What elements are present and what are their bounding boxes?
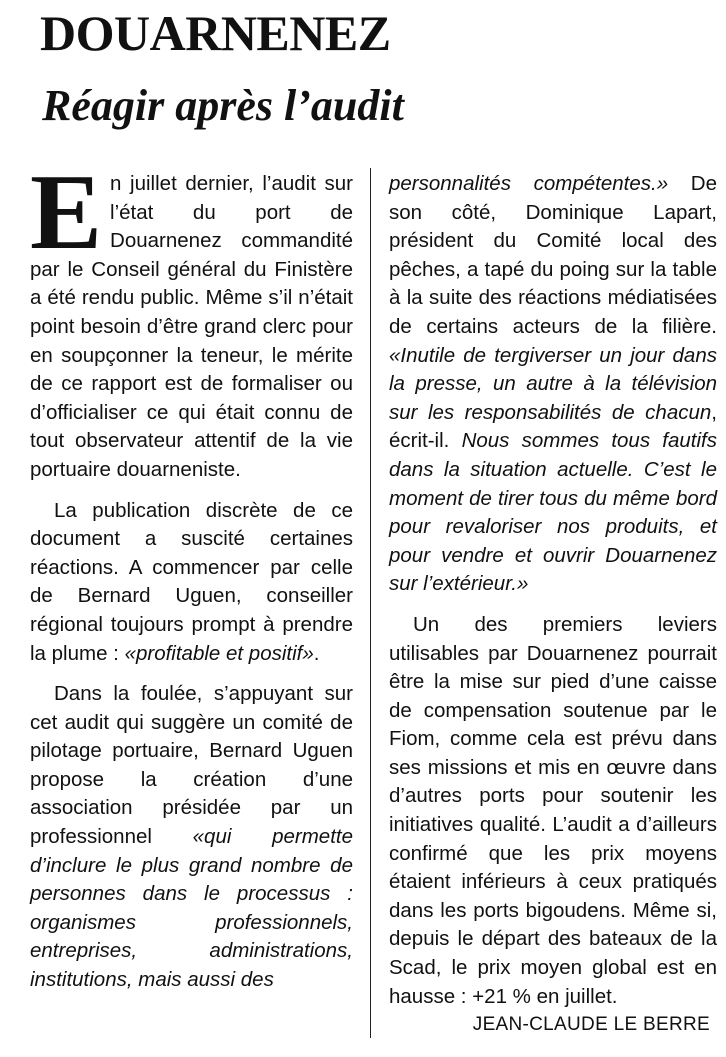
paragraph-2-text: La publication discrète de ce document a suscité certaines réactions. A commencer par celle de Bernard Uguen, conseiller régional toujours prompt à prendre la plume : <box>30 498 353 665</box>
author-byline: JEAN-CLAUDE LE BERRE <box>472 1014 710 1035</box>
drop-cap: E <box>30 153 103 272</box>
paragraph-1 <box>30 153 353 485</box>
paragraph-2 <box>30 497 353 669</box>
paragraph-3-start <box>30 680 353 995</box>
column-divider <box>370 168 371 1038</box>
paragraph-3-text: Dans la foulée, s’appuyant sur cet audit qui suggère un comité de pilotage portuaire, Bernard Uguen propose la création d’une association présidée par un professionnel <box>30 682 353 849</box>
paragraph-1-text: n juillet dernier, l’audit sur l’état du port de Douarnenez commandité par le Conseil général du Finistère a été rendu public. Même s’il n’était point besoin d’être grand clerc pour en soupçonner la teneur, le mérite de ce rapport est de formaliser ou d’officialiser ce qui était connu de tout observateur attentif de la vie portuaire douarneniste. <box>30 172 353 481</box>
left-column <box>30 153 353 995</box>
paragraph-4: Un des premiers leviers utilisables par Douarnenez pourrait être la mise sur pied d’une caisse de compensation soutenue par le Fiom, comme cela est prévu dans ses missions et mis en œuvre dans d’autres ports pour soutenir les initiatives qualité. L’audit a d’ailleurs confirmé que les prix moyens étaient inférieurs à ceux pratiqués dans les ports bigoudens. Même si, depuis le départ des bateaux de la Scad, le prix moyen global est en hausse : +21 % en juillet. <box>389 612 717 1008</box>
paragraph-3-quote: «qui permette d’inclure le plus grand nombre de personnes dans le processus : organismes professionnels, entreprises, administrations, institutions, mais aussi des <box>30 825 353 992</box>
right-column <box>389 170 717 1011</box>
continued-text: «Inutile de tergiverser un jour dans la presse, un autre à la télévision sur les responsabilités de chacun <box>389 343 717 424</box>
article-title: DOUARNENEZ <box>40 5 391 61</box>
article-subtitle: Réagir après l’audit <box>42 81 404 130</box>
paragraph-2-end: . <box>313 641 320 665</box>
continued-text: , écrit-il. <box>389 400 717 453</box>
continued-text: Nous sommes tous fautifs dans la situation actuelle. C’est le moment de tirer tous du même bord pour revaloriser nos produits, et pour vendre et ouvrir Douarnenez sur l’extérieur.» <box>389 429 717 596</box>
continued-text: personnalités compétentes.» <box>389 172 669 195</box>
paragraph-2-quote: «profitable et positif» <box>124 641 314 665</box>
continued-text: De son côté, Dominique Lapart, président du Comité local des pêches, a tapé du poing sur la table à la suite des réactions médiatisées de certains acteurs de la filière. <box>389 172 718 338</box>
paragraph-3-end <box>389 170 717 599</box>
